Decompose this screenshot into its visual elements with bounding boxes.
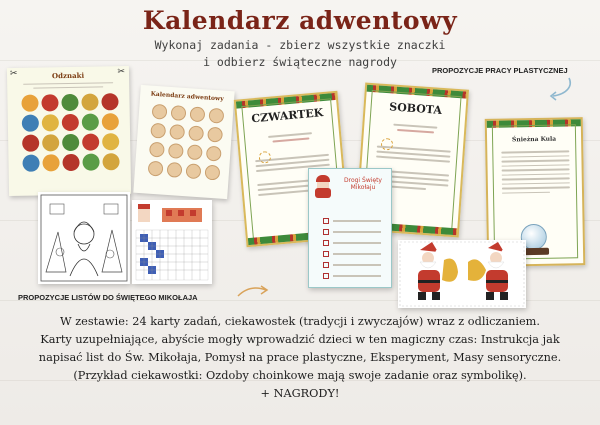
sticker bbox=[42, 154, 59, 171]
letters-proposals-label: PROPOZYCJE LISTÓW DO ŚWIĘTEGO MIKOŁAJA bbox=[18, 293, 198, 302]
sticker bbox=[42, 134, 59, 151]
calendar-slot bbox=[171, 105, 187, 121]
sticker bbox=[22, 155, 39, 172]
sticker bbox=[21, 95, 38, 112]
letter-to-santa-card bbox=[308, 168, 392, 288]
curved-arrow-icon bbox=[236, 282, 272, 300]
calendar-slot-grid bbox=[148, 104, 234, 181]
sticker bbox=[62, 134, 79, 151]
calendar-slot bbox=[189, 106, 205, 122]
description-line-1: W zestawie: 24 karty zadań, ciekawostek (tradycji i zwyczajów) wraz z odliczaniem. bbox=[60, 315, 540, 328]
sticker bbox=[22, 135, 39, 152]
coloring-page-card bbox=[38, 192, 130, 284]
calendar-slot bbox=[185, 163, 201, 179]
santa-craft-card bbox=[398, 240, 526, 308]
letter-card-title: Drogi Święty Mikołaju bbox=[344, 177, 382, 191]
pixel-art-card bbox=[132, 200, 212, 284]
sticker bbox=[82, 133, 99, 150]
description-line-5: + NAGRODY! bbox=[260, 387, 340, 400]
calendar-slot bbox=[169, 124, 185, 140]
sticker bbox=[41, 94, 58, 111]
calendar-slot bbox=[207, 127, 223, 143]
calendar-slot bbox=[150, 123, 166, 139]
scissors-icon: ✂ bbox=[117, 67, 126, 78]
sticker bbox=[62, 114, 79, 131]
calendar-slot bbox=[204, 165, 220, 181]
stickers-card-text bbox=[23, 82, 113, 89]
calendar-card-title: Kalendarz adwentowy bbox=[150, 90, 224, 103]
pixel-santa-grid bbox=[132, 200, 212, 284]
page-title: Kalendarz adwentowy bbox=[142, 6, 458, 35]
stickers-card bbox=[7, 66, 131, 196]
sticker-grid bbox=[21, 93, 130, 172]
calendar-slot bbox=[149, 142, 165, 158]
description-line-4: (Przykład ciekawostki: Ozdoby choinkowe mają swoje zadanie oraz symbolikę). bbox=[73, 369, 527, 382]
sticker bbox=[82, 153, 99, 170]
sticker bbox=[81, 93, 98, 110]
stickers-card-title: Odznaki bbox=[51, 70, 85, 81]
calendar-slot bbox=[167, 162, 183, 178]
calendar-slot bbox=[148, 161, 164, 177]
description-line-2: Karty uzupełniające, abyście mogły wprowadzić dzieci w ten magiczny czas: Instrukcja jak bbox=[40, 333, 560, 346]
sticker bbox=[101, 93, 118, 110]
sticker bbox=[102, 133, 119, 150]
art-card-body bbox=[501, 147, 570, 196]
thursday-card-title: CZWARTEK bbox=[250, 106, 324, 126]
page-subtitle-line1: Wykonaj zadania - zbierz wszystkie znaczki bbox=[154, 38, 446, 52]
curved-arrow-icon bbox=[545, 76, 575, 102]
art-card-title: Śnieżna Kula bbox=[511, 135, 557, 144]
calendar-slot bbox=[168, 143, 184, 159]
letter-checklist bbox=[323, 213, 381, 284]
sticker bbox=[61, 94, 78, 111]
calendar-slot bbox=[208, 108, 224, 124]
description-line-3: napisać list do Św. Mikołaja, Pomysł na prace plastyczne, Eksperyment, Masy sensoryczne. bbox=[38, 351, 562, 364]
saturday-card-title: SOBOTA bbox=[388, 100, 443, 117]
calendar-slot bbox=[188, 125, 204, 141]
sticker bbox=[102, 113, 119, 130]
sticker bbox=[82, 113, 99, 130]
calendar-slot bbox=[206, 146, 222, 162]
calendar-slot bbox=[187, 144, 203, 160]
calendar-grid-card bbox=[133, 85, 234, 199]
sticker bbox=[102, 153, 119, 170]
scissors-icon: ✂ bbox=[9, 68, 18, 80]
santa-icon bbox=[313, 175, 333, 201]
sticker bbox=[62, 154, 79, 171]
art-proposals-label: PROPOZYCJE PRACY PLASTYCZNEJ bbox=[432, 66, 568, 75]
page-subtitle-line2: i odbierz świąteczne nagrody bbox=[203, 55, 397, 69]
sticker bbox=[42, 114, 59, 131]
sticker bbox=[22, 115, 39, 132]
santa-craft-illustration bbox=[398, 240, 526, 308]
calendar-slot bbox=[152, 104, 168, 120]
santa-coloring-illustration bbox=[38, 192, 130, 284]
